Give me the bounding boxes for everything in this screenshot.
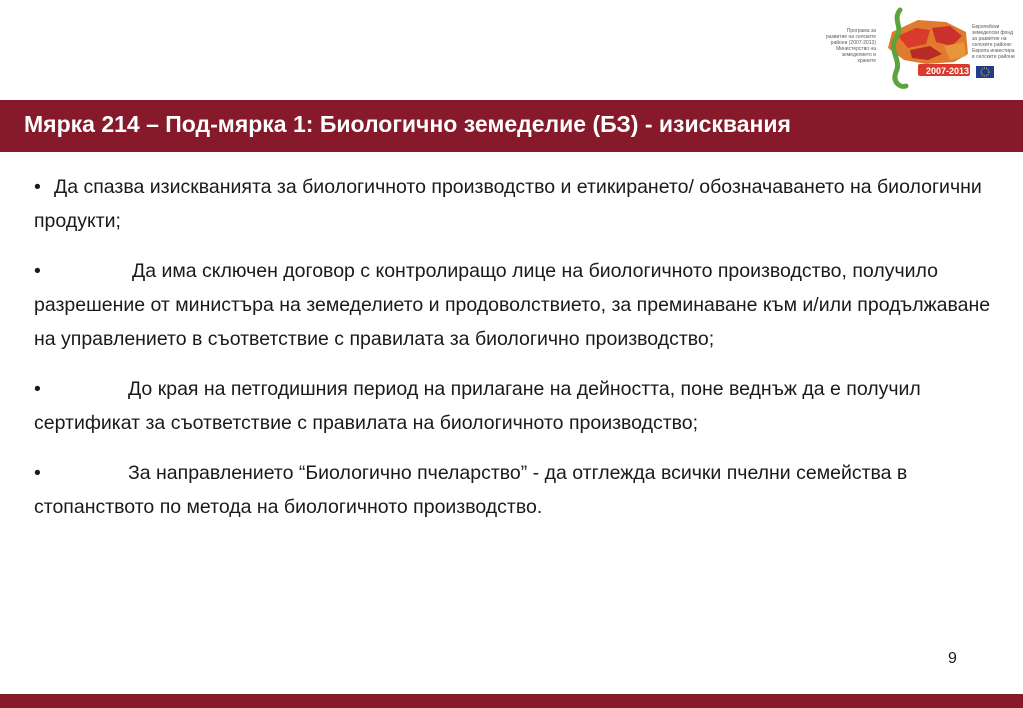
page-number: 9 bbox=[948, 650, 957, 667]
footer-bar bbox=[0, 694, 1023, 708]
slide-title: Мярка 214 – Под-мярка 1: Биологично земеделие (БЗ) - изисквания bbox=[24, 111, 791, 137]
logo-years: 2007-2013 bbox=[926, 66, 970, 76]
list-item bbox=[34, 170, 1006, 238]
requirements-list bbox=[34, 170, 1006, 540]
bullet-marker: • bbox=[34, 378, 41, 400]
list-item-text: За направлението “Биологично пчеларство” - да отглежда всички пчелни семейства в стопанството по метода на биологичното производство. bbox=[34, 462, 908, 518]
list-item-text: Да има сключен договор с контролиращо лице на биологичното производство, получило разрешение от министъра на земеделието и продоволствието, за преминаване към и/или продължаване на управлението в съответствие с правилата за биологично производство; bbox=[34, 260, 991, 350]
list-item-text: До края на петгодишния период на прилагане на дейността, поне веднъж да е получил сертификат за съответствие с правилата на биологичното производство; bbox=[34, 378, 921, 434]
logo-program-text: Програма за развитие на селските райони (2007-2013) Министерство на земеделието и храните bbox=[826, 28, 876, 64]
logo-eu-fund-text: Европейски земеделски фонд за развитие на селските райони: Европа инвестира в селските райони bbox=[972, 24, 1015, 60]
program-logo bbox=[826, 2, 1016, 94]
list-item-text: Да спазва изискванията за биологичното производство и етикирането/ обозначаването на биологични продукти; bbox=[34, 176, 982, 232]
bullet-marker: • bbox=[34, 176, 41, 198]
bullet-marker: • bbox=[34, 462, 41, 484]
list-item bbox=[34, 254, 1006, 356]
list-item bbox=[34, 372, 1006, 440]
bullet-marker: • bbox=[34, 260, 41, 282]
list-item bbox=[34, 456, 1006, 524]
title-bar bbox=[0, 100, 1023, 152]
